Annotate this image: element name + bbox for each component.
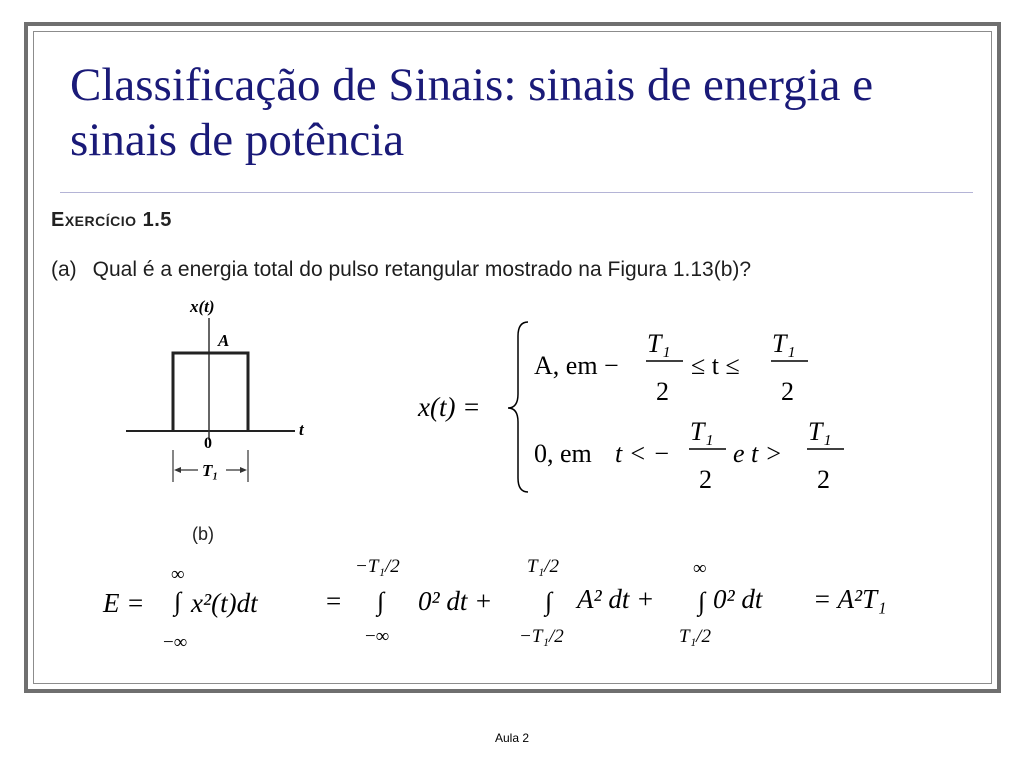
equals-1: = <box>326 586 342 616</box>
integrand-1: x²(t)dt <box>191 588 258 618</box>
integral-sign-3: ∫ <box>545 587 553 616</box>
piecewise-equation <box>410 316 860 501</box>
piecewise-brace <box>508 322 528 492</box>
case2-t-lt: t < − <box>615 439 671 468</box>
upper-limit-3: T₁/2 <box>527 556 559 577</box>
energy-lhs: E = <box>103 588 145 618</box>
amplitude-label: A <box>218 331 230 350</box>
upper-limit-4: ∞ <box>693 558 707 579</box>
slide-title: Classificação de Sinais: sinais de energia e sinais de potência <box>70 59 874 166</box>
case1-den2: 2 <box>781 377 794 406</box>
width-arrowhead-left <box>174 467 181 473</box>
lower-limit-4: T₁/2 <box>679 626 711 647</box>
width-arrowhead-right <box>240 467 247 473</box>
slide-footer: Aula 2 <box>494 731 530 745</box>
width-label: T₁ <box>202 461 219 480</box>
lower-limit-3: −T₁/2 <box>519 626 564 647</box>
term-2: A² dt + <box>577 584 655 614</box>
piecewise-lhs: x(t) = <box>418 392 481 422</box>
case2-prefix: 0, em <box>534 439 592 468</box>
case2-den1: 2 <box>699 465 712 494</box>
case1-den1: 2 <box>656 377 669 406</box>
integral-sign-2: ∫ <box>377 587 385 616</box>
lower-limit-1: −∞ <box>163 632 188 653</box>
case2-num1: T₁ <box>690 417 714 446</box>
energy-equation <box>95 550 935 660</box>
case2-mid: e t > <box>733 439 783 468</box>
case1-mid: ≤ t ≤ <box>691 351 740 380</box>
energy-result: = A²T₁ <box>813 584 887 614</box>
case1-num2: T₁ <box>772 329 796 358</box>
y-axis-label: x(t) <box>190 297 215 316</box>
lower-limit-2: −∞ <box>365 626 390 647</box>
term-1: 0² dt + <box>418 586 493 616</box>
exercise-heading: Exercício 1.5 <box>51 209 172 231</box>
integral-sign-4: ∫ <box>698 587 706 616</box>
figure-label: (b) <box>192 524 214 544</box>
pulse-shape <box>173 353 248 431</box>
t-axis-label: t <box>299 420 304 439</box>
origin-label: 0 <box>204 435 212 452</box>
case1-prefix: A, em − <box>534 351 619 380</box>
title-divider <box>60 192 973 193</box>
case2-den2: 2 <box>817 465 830 494</box>
case2-num2: T₁ <box>808 417 832 446</box>
exercise-question <box>51 258 751 282</box>
term-3: 0² dt <box>713 584 763 614</box>
question-tag: (a) <box>51 258 77 281</box>
upper-limit-2: −T₁/2 <box>355 556 400 577</box>
case1-num1: T₁ <box>647 329 671 358</box>
question-text: Qual é a energia total do pulso retangular mostrado na Figura 1.13(b)? <box>92 258 752 281</box>
integral-sign-1: ∫ <box>174 587 182 616</box>
pulse-figure <box>118 292 318 492</box>
upper-limit-1: ∞ <box>171 564 185 585</box>
